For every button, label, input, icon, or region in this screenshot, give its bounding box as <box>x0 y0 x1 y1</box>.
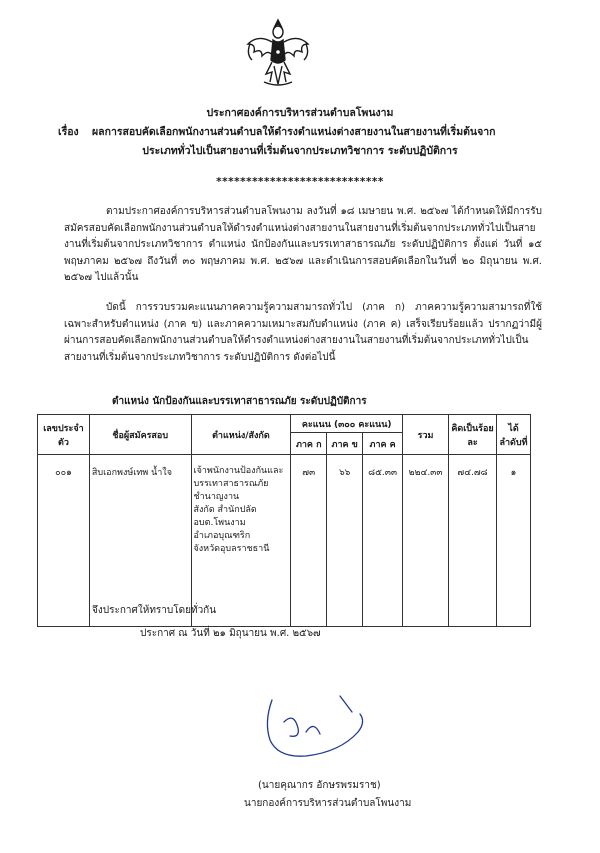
position-line: สังกัด สำนักปลัด <box>193 505 257 515</box>
header-part-c: ภาค ค <box>363 433 403 455</box>
subject-label: เรื่อง <box>58 126 79 138</box>
closing-notice: จึงประกาศให้ทราบโดยทั่วกัน <box>92 605 217 616</box>
cell-position <box>191 455 291 627</box>
header-part-a: ภาค ก <box>291 433 327 455</box>
header-part-b: ภาค ข <box>327 433 363 455</box>
signer-name: (นายคุณากร อักษรพรมราช) <box>258 780 381 791</box>
agency-title: ประกาศองค์การบริหารส่วนตำบลโพนงาม <box>206 107 394 119</box>
score-table <box>37 414 531 627</box>
subject-line-2: ประเภททั่วไปเป็นสายงานที่เริ่มต้นจากประเภทวิชาการ ระดับปฏิบัติการ <box>142 145 458 157</box>
header-total: รวม <box>403 415 449 455</box>
paragraph-1: ตามประกาศองค์การบริหารส่วนตำบลโพนงาม ลงวันที่ ๑๘ เมษายน พ.ศ. ๒๕๖๗ ได้กำหนดให้มีการรับสมัครสอบคัดเลือกพนักงานส่วนตำบลให้ดำรงตำแหน่งต่างสายงานในสายงานที่เริ่มต้นจากประเภททั่วไปเป็นสายงานที่เริ่มต้นจากประเภทวิชาการ ตำแหน่ง นักป้องกันและบรรเทาสาธารณภัย ระดับปฏิบัติการ ตั้งแต่ วันที่ ๑๕ พฤษภาคม ๒๕๖๗ ถึงวันที่ ๓๐ พฤษภาคม พ.ศ. ๒๕๖๗ และดำเนินการสอบคัดเลือกในวันที่ ๒๐ มิถุนายน พ.ศ. ๒๕๖๗ ไปแล้วนั้น <box>64 206 542 283</box>
position-line: บรรเทาสาธารณภัย <box>193 479 269 489</box>
announcement-date: ประกาศ ณ วันที่ ๒๑ มิถุนายน พ.ศ. ๒๕๖๗ <box>140 628 321 639</box>
cell-part-a: ๗๓ <box>291 455 327 627</box>
signer-title: นายกองค์การบริหารส่วนตำบลโพนงาม <box>244 798 412 809</box>
position-line: อบต.โพนงาม <box>193 518 246 528</box>
position-line: เจ้าพนักงานป้องกันและ <box>193 466 284 476</box>
header-no: เลขประจำตัว <box>38 415 90 455</box>
separator: **************************** <box>216 176 384 188</box>
position-line: จังหวัดอุบลราชธานี <box>193 544 270 554</box>
paragraph-2: บัดนี้ การรวบรวมคะแนนภาคความรู้ความสามารถทั่วไป (ภาค ก) ภาคความรู้ความสามารถที่ใช้เฉพาะสำหรับตำแหน่ง (ภาค ข) และภาคความเหมาะสมกับตำแหน่ง (ภาค ค) เสร็จเรียบร้อยแล้ว ปรากฏว่ามีผู้ผ่านการสอบคัดเลือกพนักงานส่วนตำบลให้ดำรงตำแหน่งต่างสายงานในสายงานที่เริ่มต้นจากประเภททั่วไปเป็นสายงานที่เริ่มต้นจากประเภทวิชาการ ระดับปฏิบัติการ ดังต่อไปนี้ <box>64 302 542 363</box>
header-score-group: คะแนน (๓๐๐ คะแนน) <box>291 415 403 433</box>
header-name: ชื่อผู้สมัครสอบ <box>89 415 191 455</box>
header-position: ตำแหน่ง/สังกัด <box>191 415 291 455</box>
position-line: ชำนาญงาน <box>193 492 240 502</box>
garuda-emblem-icon <box>242 14 314 90</box>
handwritten-signature <box>254 692 384 762</box>
cell-no: ๐๐๑ <box>38 455 90 627</box>
cell-total: ๒๒๔.๓๓ <box>403 455 449 627</box>
subject-line-1: ผลการสอบคัดเลือกพนักงานส่วนตำบลให้ดำรงตำแหน่งต่างสายงานในสายงานที่เริ่มต้นจาก <box>92 126 496 138</box>
table-row <box>38 455 531 627</box>
cell-percent: ๗๔.๗๘ <box>449 455 497 627</box>
cell-part-c: ๘๕.๓๓ <box>363 455 403 627</box>
header-rank: ได้ลำดับที่ <box>496 415 530 455</box>
cell-name: สิบเอกพงษ์เทพ น้ำใจ <box>89 455 191 627</box>
cell-part-b: ๖๖ <box>327 455 363 627</box>
position-line: อำเภอบุณฑริก <box>193 531 251 541</box>
cell-rank: ๑ <box>496 455 530 627</box>
table-title: ตำแหน่ง นักป้องกันและบรรเทาสาธารณภัย ระดับปฏิบัติการ <box>112 396 367 407</box>
header-percent: คิดเป็นร้อยละ <box>449 415 497 455</box>
